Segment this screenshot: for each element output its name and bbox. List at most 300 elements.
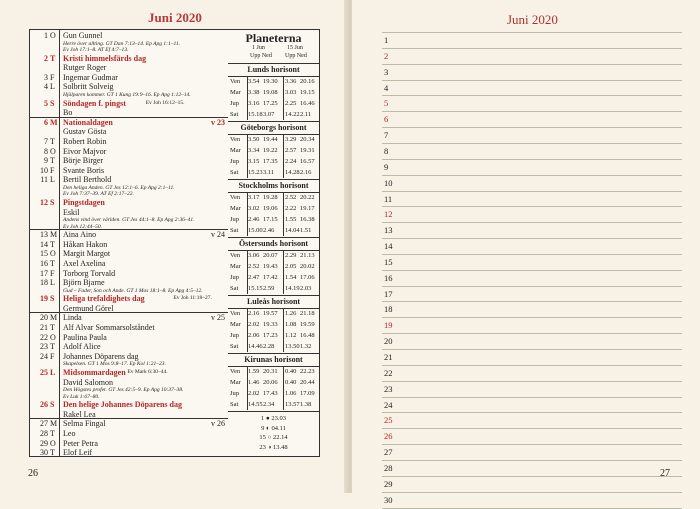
planet-row bbox=[228, 308, 319, 319]
day-number: 8 bbox=[44, 146, 48, 156]
planet-value: 3.16 bbox=[248, 100, 260, 107]
planet-value: 21.13 bbox=[300, 252, 315, 259]
ruled-line bbox=[382, 143, 682, 144]
planet-value: 2.02 bbox=[248, 390, 260, 397]
line-day-number: 27 bbox=[384, 447, 393, 458]
planet-value: 2.24 bbox=[285, 158, 297, 165]
planet-value: 19.30 bbox=[263, 78, 278, 85]
line-day-number: 18 bbox=[384, 304, 393, 315]
day-extra: v 24 bbox=[211, 230, 225, 240]
moon-time: 23.03 bbox=[271, 415, 287, 422]
planet-row bbox=[228, 225, 319, 236]
line-day-number: 12 bbox=[384, 209, 393, 220]
column-rule bbox=[247, 192, 248, 236]
planet-value: 19.44 bbox=[263, 136, 278, 143]
planet-value: 1.08 bbox=[285, 321, 297, 328]
planet-value: 20.06 bbox=[263, 379, 278, 386]
planet-value: 20.07 bbox=[263, 252, 278, 259]
weekday-letter: T bbox=[50, 239, 55, 249]
horizon-heading: Östersunds horisont bbox=[238, 239, 309, 248]
planet-value: Ven bbox=[230, 78, 241, 85]
planet-value: Jup bbox=[230, 274, 240, 281]
planet-row bbox=[228, 261, 319, 272]
line-day-number: 21 bbox=[384, 352, 393, 362]
section-rule bbox=[228, 121, 319, 122]
day-name: Johannes Döparens dag bbox=[63, 351, 139, 361]
planet-value: 2.25 bbox=[285, 100, 297, 107]
day-number: 10 bbox=[40, 165, 48, 175]
day-name: Elof Leif bbox=[63, 448, 93, 458]
planet-value: 2.52 bbox=[285, 194, 297, 201]
line-day-number: 7 bbox=[384, 130, 389, 141]
planet-row bbox=[228, 341, 319, 352]
day-number: 19 bbox=[40, 294, 48, 304]
weekday-letter: T bbox=[50, 428, 55, 438]
line-day-number: 3 bbox=[384, 66, 389, 77]
day-extra: v 26 bbox=[211, 419, 225, 429]
planet-value: 20.31 bbox=[263, 368, 278, 375]
scripture-text: Ev Joh 12:44–50. bbox=[63, 223, 102, 230]
day-number: 16 bbox=[40, 258, 48, 268]
line-day-number: 29 bbox=[384, 478, 393, 489]
planet-value: 2.46 bbox=[263, 227, 275, 234]
line-day-number: 10 bbox=[384, 177, 393, 188]
day-extra: Ev Joh 16:12–15. bbox=[145, 99, 185, 106]
day-number: 17 bbox=[40, 268, 48, 278]
moon-day: 15 bbox=[259, 434, 268, 441]
day-name: Håkan Hakon bbox=[63, 239, 108, 249]
ruled-line bbox=[382, 238, 682, 239]
planet-value: 1.32 bbox=[300, 343, 312, 350]
weekday-letter: M bbox=[50, 313, 58, 323]
day-name: Svante Boris bbox=[63, 165, 105, 175]
planet-value: Mar bbox=[230, 321, 241, 328]
day-name: Robert Robin bbox=[63, 136, 107, 146]
day-name: Alf Alvar Sommarsolståndet bbox=[63, 323, 155, 332]
line-day-number: 24 bbox=[384, 399, 393, 410]
weekday-letter: S bbox=[50, 294, 55, 304]
ruled-line bbox=[382, 365, 682, 366]
planet-value: 15.00 bbox=[248, 227, 263, 234]
planet-value: 3.54 bbox=[248, 78, 260, 85]
right-page-title: Juni 2020 bbox=[507, 12, 558, 27]
planet-value: 2.16 bbox=[300, 169, 312, 176]
day-name: Solbritt Solveig bbox=[63, 82, 114, 92]
planet-value: 21.18 bbox=[300, 310, 315, 317]
ruled-line bbox=[382, 254, 682, 255]
planet-value: 3.50 bbox=[248, 136, 260, 143]
planet-row bbox=[228, 250, 319, 261]
planet-value: 19.06 bbox=[263, 205, 278, 212]
planet-value: 17.06 bbox=[300, 274, 315, 281]
line-day-number: 8 bbox=[384, 145, 389, 156]
planet-value: 1.59 bbox=[248, 368, 260, 375]
ruled-line bbox=[382, 64, 682, 65]
planet-value: 2.52 bbox=[248, 263, 260, 270]
day-calendar bbox=[29, 29, 229, 457]
planet-row bbox=[228, 366, 319, 377]
planet-row bbox=[228, 272, 319, 283]
planet-row bbox=[228, 283, 319, 294]
column-rule bbox=[247, 134, 248, 178]
weekday-letter: L bbox=[50, 82, 55, 92]
line-day-number: 23 bbox=[384, 383, 393, 394]
weekday-letter: O bbox=[50, 146, 56, 156]
planet-value: 3.38 bbox=[248, 89, 260, 96]
line-day-number: 16 bbox=[384, 272, 393, 283]
planet-row bbox=[228, 192, 319, 203]
planet-value: 2.28 bbox=[263, 343, 275, 350]
planet-value: Sat bbox=[230, 285, 239, 292]
planet-row bbox=[228, 98, 319, 109]
planet-value: 2.11 bbox=[300, 111, 312, 118]
planet-value: 3.03 bbox=[285, 89, 297, 96]
planet-value: 17.23 bbox=[263, 332, 278, 339]
planet-value: 2.22 bbox=[285, 205, 297, 212]
planet-value: 1.12 bbox=[285, 332, 297, 339]
planet-value: 19.08 bbox=[263, 89, 278, 96]
planet-value: 17.35 bbox=[263, 158, 278, 165]
ruled-line bbox=[382, 428, 682, 429]
scripture-text: Herre över allting. GT Dan 7:13–14. Ep Apg 1:1–11. bbox=[63, 40, 180, 47]
day-name: Gun Gunnel bbox=[63, 31, 103, 40]
day-number: 20 bbox=[40, 313, 48, 323]
day-name: Heliga trefaldighets dag bbox=[63, 294, 145, 304]
ruled-line bbox=[382, 508, 682, 509]
planet-value: 14.28 bbox=[285, 169, 300, 176]
weekday-letter: O bbox=[50, 31, 56, 40]
planet-value: 3.15 bbox=[248, 158, 260, 165]
secondary-name: Germund Görel bbox=[63, 303, 114, 313]
planet-value: 14.46 bbox=[248, 343, 263, 350]
planet-row bbox=[228, 319, 319, 330]
day-name: Axel Axelina bbox=[63, 258, 106, 268]
day-number: 26 bbox=[40, 400, 48, 410]
horizon-heading: Kirunas horisont bbox=[244, 355, 303, 364]
planet-value: 19.57 bbox=[263, 310, 278, 317]
planets-sub-header: Upp Ned bbox=[285, 53, 307, 59]
line-day-number: 5 bbox=[384, 98, 389, 109]
weekday-letter: L bbox=[50, 278, 55, 288]
day-name: Aina Aino bbox=[63, 230, 97, 240]
planet-value: Sat bbox=[230, 111, 239, 118]
ruled-line bbox=[382, 48, 682, 49]
day-number: 5 bbox=[44, 98, 48, 108]
secondary-name: Rakel Lea bbox=[63, 409, 96, 419]
day-number: 30 bbox=[40, 448, 48, 458]
day-name: Margit Margot bbox=[63, 249, 111, 259]
planet-row bbox=[228, 214, 319, 225]
planet-value: Mar bbox=[230, 147, 241, 154]
planet-value: Sat bbox=[230, 169, 239, 176]
planet-value: 2.59 bbox=[263, 285, 275, 292]
secondary-name: David Salomon bbox=[63, 377, 113, 387]
line-day-number: 20 bbox=[384, 336, 393, 347]
secondary-name: Bo bbox=[63, 108, 73, 118]
moon-phase-icon: ◐ bbox=[265, 424, 272, 432]
moon-time: 22.14 bbox=[273, 434, 288, 441]
day-number: 9 bbox=[44, 156, 48, 166]
line-day-number: 6 bbox=[384, 114, 389, 125]
week-separator bbox=[30, 418, 228, 419]
planet-value: 20.22 bbox=[300, 194, 315, 201]
weekday-letter: T bbox=[50, 342, 55, 352]
day-name: Leo bbox=[63, 428, 76, 438]
planet-value: 2.06 bbox=[248, 332, 260, 339]
planet-value: Sat bbox=[230, 401, 239, 408]
scripture-text: Gud – Fader, Son och Ande. GT 1 Mos 18:1–8. Ep Apg 4:5–12. bbox=[63, 287, 203, 294]
planet-value: 19.43 bbox=[263, 263, 278, 270]
planet-value: 3.34 bbox=[248, 147, 260, 154]
day-name: Peter Petra bbox=[63, 438, 98, 448]
day-number: 14 bbox=[40, 239, 48, 249]
column-rule bbox=[283, 250, 284, 294]
section-rule bbox=[228, 353, 319, 354]
planet-value: Ven bbox=[230, 252, 241, 259]
moon-phase bbox=[228, 434, 319, 441]
weekday-letter: M bbox=[50, 117, 58, 127]
ruled-line bbox=[382, 191, 682, 192]
planet-value: 3.07 bbox=[263, 111, 275, 118]
moon-phase-icon: ● bbox=[265, 415, 272, 422]
planet-row bbox=[228, 145, 319, 156]
day-name: Torborg Torvald bbox=[63, 268, 116, 278]
planet-row bbox=[228, 203, 319, 214]
ruled-line bbox=[382, 444, 682, 445]
planet-value: Jup bbox=[230, 390, 240, 397]
planet-value: 1.38 bbox=[300, 401, 312, 408]
planet-value: Mar bbox=[230, 89, 241, 96]
horizon-heading: Lunds horisont bbox=[247, 65, 300, 74]
planet-value: 19.33 bbox=[263, 321, 278, 328]
horizon-heading: Stockholms horisont bbox=[238, 181, 309, 190]
planet-value: 0.40 bbox=[285, 379, 297, 386]
scripture-text: Ev Joh 17:1–8. AT Ef 4:7–13. bbox=[63, 47, 129, 54]
column-rule bbox=[247, 250, 248, 294]
planet-value: 14.22 bbox=[285, 111, 300, 118]
moon-day: 9 bbox=[261, 424, 266, 432]
planet-value: 16.46 bbox=[300, 100, 315, 107]
day-name: Den helige Johannes Döparens dag bbox=[63, 400, 182, 410]
planet-value: 19.31 bbox=[300, 147, 315, 154]
scripture-text: Ev Luk 1:67–80. bbox=[63, 393, 100, 400]
weekday-letter: O bbox=[50, 438, 56, 448]
planet-row bbox=[228, 87, 319, 98]
planet-row bbox=[228, 388, 319, 399]
column-rule bbox=[247, 308, 248, 352]
planet-value: 13.50 bbox=[285, 343, 300, 350]
planet-value: Ven bbox=[230, 194, 241, 201]
scripture-text: Skapelsen. GT 1 Mos 9:8–17. Ep Kol 1:21–23. bbox=[63, 361, 166, 368]
horizon-heading: Luleås horisont bbox=[246, 297, 301, 306]
column-rule bbox=[283, 134, 284, 178]
moon-day: 1 bbox=[260, 415, 266, 422]
scripture-text: Den Högstes profet. GT Jes 42:5–9. Ep Apg 10:37–38. bbox=[63, 387, 184, 394]
scripture-text: Den heliga Anden. GT Jes 12:1–6. Ep Apg 2:1–11. bbox=[63, 184, 175, 191]
planet-value: 22.23 bbox=[300, 368, 315, 375]
line-day-number: 2 bbox=[384, 50, 389, 61]
planet-row bbox=[228, 156, 319, 167]
column-rule bbox=[247, 366, 248, 410]
moon-phase bbox=[228, 425, 319, 432]
week-separator bbox=[30, 312, 228, 313]
weekday-letter: M bbox=[50, 419, 58, 429]
line-day-number: 11 bbox=[384, 193, 393, 204]
weekday-letter: F bbox=[50, 268, 55, 278]
planet-value: Mar bbox=[230, 263, 241, 270]
weekday-letter: M bbox=[50, 230, 58, 240]
ruled-line bbox=[382, 460, 682, 461]
left-page bbox=[0, 0, 348, 493]
planet-value: 19.22 bbox=[263, 147, 278, 154]
line-day-number: 15 bbox=[384, 256, 393, 267]
line-day-number: 13 bbox=[384, 225, 393, 236]
planet-value: Sat bbox=[230, 227, 239, 234]
planet-value: 1.54 bbox=[285, 274, 297, 281]
planet-value: 3.17 bbox=[248, 194, 260, 201]
ruled-line bbox=[382, 222, 682, 223]
ruled-line bbox=[382, 286, 682, 287]
planet-value: 17.42 bbox=[263, 274, 278, 281]
weekday-letter: L bbox=[50, 175, 55, 185]
planet-value: 1.55 bbox=[285, 216, 297, 223]
moon-time: 13.48 bbox=[273, 443, 288, 451]
day-number: 24 bbox=[40, 351, 48, 361]
planet-value: 1.51 bbox=[300, 227, 312, 234]
planet-row bbox=[228, 134, 319, 145]
planet-value: Ven bbox=[230, 368, 241, 375]
weekday-letter: T bbox=[50, 323, 55, 332]
weekday-letter: T bbox=[50, 136, 55, 146]
day-name: Söndagen f. pingst bbox=[63, 98, 126, 108]
weekday-letter: T bbox=[50, 448, 55, 458]
line-day-number: 9 bbox=[384, 161, 389, 172]
planet-value: 19.28 bbox=[263, 194, 278, 201]
moon-phase-icon: ◑ bbox=[267, 443, 274, 451]
right-page bbox=[352, 0, 700, 505]
planet-value: 14.55 bbox=[248, 401, 263, 408]
section-rule bbox=[228, 295, 319, 296]
day-number: 3 bbox=[44, 72, 48, 82]
weekday-letter: L bbox=[50, 367, 56, 377]
day-number: 13 bbox=[40, 230, 48, 240]
weekday-letter: O bbox=[50, 249, 56, 259]
planet-value: 2.05 bbox=[285, 263, 297, 270]
line-day-number: 17 bbox=[384, 288, 393, 299]
planet-value: Mar bbox=[230, 205, 241, 212]
planet-value: Ven bbox=[230, 310, 241, 317]
weekday-letter: S bbox=[50, 197, 55, 207]
planet-value: 2.29 bbox=[285, 252, 297, 259]
ruled-line bbox=[382, 381, 682, 382]
planet-value: 3.06 bbox=[248, 252, 260, 259]
planet-row bbox=[228, 377, 319, 388]
day-name: Nationaldagen bbox=[63, 117, 113, 127]
planet-value: Jup bbox=[230, 332, 240, 339]
left-page-number: 26 bbox=[28, 468, 38, 479]
planet-value: Jup bbox=[230, 216, 240, 223]
ruled-line bbox=[382, 317, 682, 318]
ruled-line bbox=[382, 206, 682, 207]
column-rule bbox=[247, 76, 248, 120]
planet-value: 3.02 bbox=[248, 205, 260, 212]
planet-row bbox=[228, 167, 319, 178]
day-name: Adolf Alice bbox=[63, 342, 101, 352]
ruled-line bbox=[382, 270, 682, 271]
moon-phase-icon: ○ bbox=[267, 434, 274, 441]
line-day-number: 19 bbox=[384, 320, 393, 331]
line-day-number: 1 bbox=[384, 35, 389, 45]
day-extra: Ev Joh 11:18–27. bbox=[173, 295, 212, 302]
planet-value: 13.57 bbox=[285, 401, 300, 408]
day-name: Börje Birger bbox=[63, 156, 104, 166]
planet-value: 17.15 bbox=[263, 216, 278, 223]
weekday-letter: F bbox=[50, 165, 55, 175]
planet-value: 15.23 bbox=[248, 169, 263, 176]
planet-value: 1.06 bbox=[285, 390, 297, 397]
left-page-title: Juni 2020 bbox=[148, 10, 202, 25]
planet-value: 1.46 bbox=[248, 379, 260, 386]
planet-value: 14.04 bbox=[285, 227, 300, 234]
ruled-line bbox=[382, 333, 682, 334]
horizon-heading: Göteborgs horisont bbox=[240, 123, 307, 132]
day-name: Paulina Paula bbox=[63, 332, 107, 342]
planet-value: Mar bbox=[230, 379, 241, 386]
planet-value: Sat bbox=[230, 343, 239, 350]
day-number: 11 bbox=[40, 175, 48, 185]
ruled-line bbox=[382, 127, 682, 128]
ruled-line bbox=[382, 397, 682, 398]
planet-value: 2.03 bbox=[300, 285, 312, 292]
moon-phase bbox=[228, 444, 319, 451]
day-number: 25 bbox=[40, 367, 48, 377]
week-separator bbox=[30, 229, 228, 230]
day-number: 28 bbox=[40, 428, 48, 438]
ruled-line bbox=[382, 476, 682, 477]
weekday-letter: F bbox=[50, 351, 55, 361]
ruled-line bbox=[382, 95, 682, 96]
planet-value: 19.59 bbox=[300, 321, 315, 328]
secondary-name: Eskil bbox=[63, 207, 80, 217]
day-number: 27 bbox=[40, 419, 48, 429]
day-number: 21 bbox=[40, 323, 48, 332]
week-separator bbox=[30, 117, 228, 118]
day-number: 7 bbox=[44, 136, 48, 146]
ruled-line bbox=[382, 349, 682, 350]
planets-col-header: 15 Jun bbox=[287, 45, 303, 51]
planet-value: 15.15 bbox=[248, 285, 263, 292]
scripture-text: Ev Joh 7:37–39. AT Ef 2:17–22. bbox=[63, 191, 134, 198]
weekday-letter: F bbox=[50, 72, 55, 82]
column-rule bbox=[283, 308, 284, 352]
day-number: 12 bbox=[40, 197, 48, 207]
planet-value: 3.29 bbox=[285, 136, 297, 143]
planet-value: 2.46 bbox=[248, 216, 260, 223]
planet-value: 2.57 bbox=[285, 147, 297, 154]
line-day-number: 30 bbox=[384, 494, 393, 505]
column-rule bbox=[283, 76, 284, 120]
day-number: 23 bbox=[40, 342, 48, 352]
day-name: Linda bbox=[63, 313, 82, 323]
weekday-letter: S bbox=[50, 98, 55, 108]
moon-phase bbox=[228, 415, 319, 422]
planet-value: 2.16 bbox=[248, 310, 260, 317]
day-name: Pingstdagen bbox=[63, 197, 105, 207]
day-name: Ingemar Gudmar bbox=[63, 72, 118, 82]
secondary-name: Rutger Roger bbox=[63, 63, 107, 73]
right-page-number: 27 bbox=[660, 468, 670, 479]
moon-time: 04.11 bbox=[271, 424, 286, 432]
